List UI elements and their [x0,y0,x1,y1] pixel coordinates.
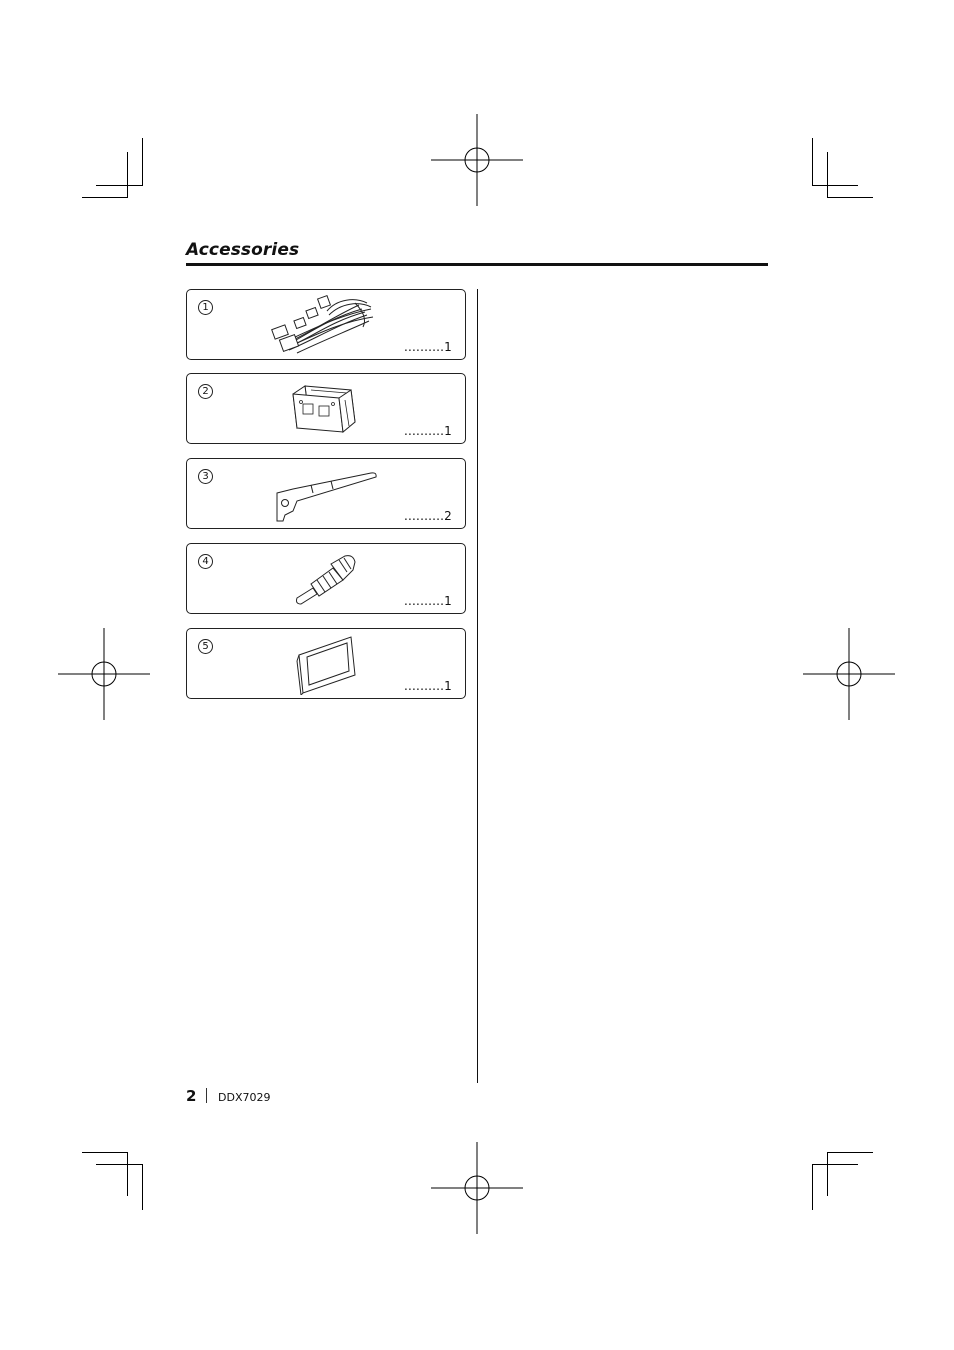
accessory-item [186,628,466,699]
crop-mark [96,1164,142,1165]
crop-mark [812,138,813,186]
crop-mark [812,1164,858,1165]
item-quantity: ..........2 [404,509,452,523]
model-name: DDX7029 [218,1091,271,1104]
crop-mark [827,197,873,198]
accessory-item [186,458,466,529]
crop-mark [827,1152,828,1196]
antenna-adapter-icon [287,550,363,606]
crop-mark [127,1152,128,1196]
item-quantity: ..........1 [404,340,452,354]
item-number: 5 [198,639,213,654]
wiring-harness-icon [267,291,377,357]
crop-mark [82,1152,128,1153]
page-number: 2 [186,1087,197,1105]
escutcheon-frame-icon [293,633,359,695]
column-divider [477,289,478,1083]
crop-mark [142,1164,143,1210]
registration-mark [803,628,895,720]
crop-mark [82,197,128,198]
item-quantity: ..........1 [404,679,452,693]
crop-mark [812,1164,813,1210]
footer-separator [206,1088,207,1103]
crop-mark [142,138,143,186]
item-quantity: ..........1 [404,424,452,438]
section-title: Accessories [186,240,300,260]
crop-mark [827,152,828,198]
item-number: 3 [198,469,213,484]
title-rule [186,263,768,266]
accessory-item [186,373,466,444]
item-quantity: ..........1 [404,594,452,608]
crop-mark [812,185,858,186]
item-number: 1 [198,300,213,315]
registration-mark [431,114,523,206]
extraction-key-icon [271,463,381,525]
item-number: 4 [198,554,213,569]
crop-mark [127,152,128,198]
registration-mark [431,1142,523,1234]
accessory-item [186,543,466,614]
mounting-sleeve-icon [289,380,361,440]
registration-mark [58,628,150,720]
item-number: 2 [198,384,213,399]
accessory-item [186,289,466,360]
crop-mark [827,1152,873,1153]
crop-mark [96,185,142,186]
